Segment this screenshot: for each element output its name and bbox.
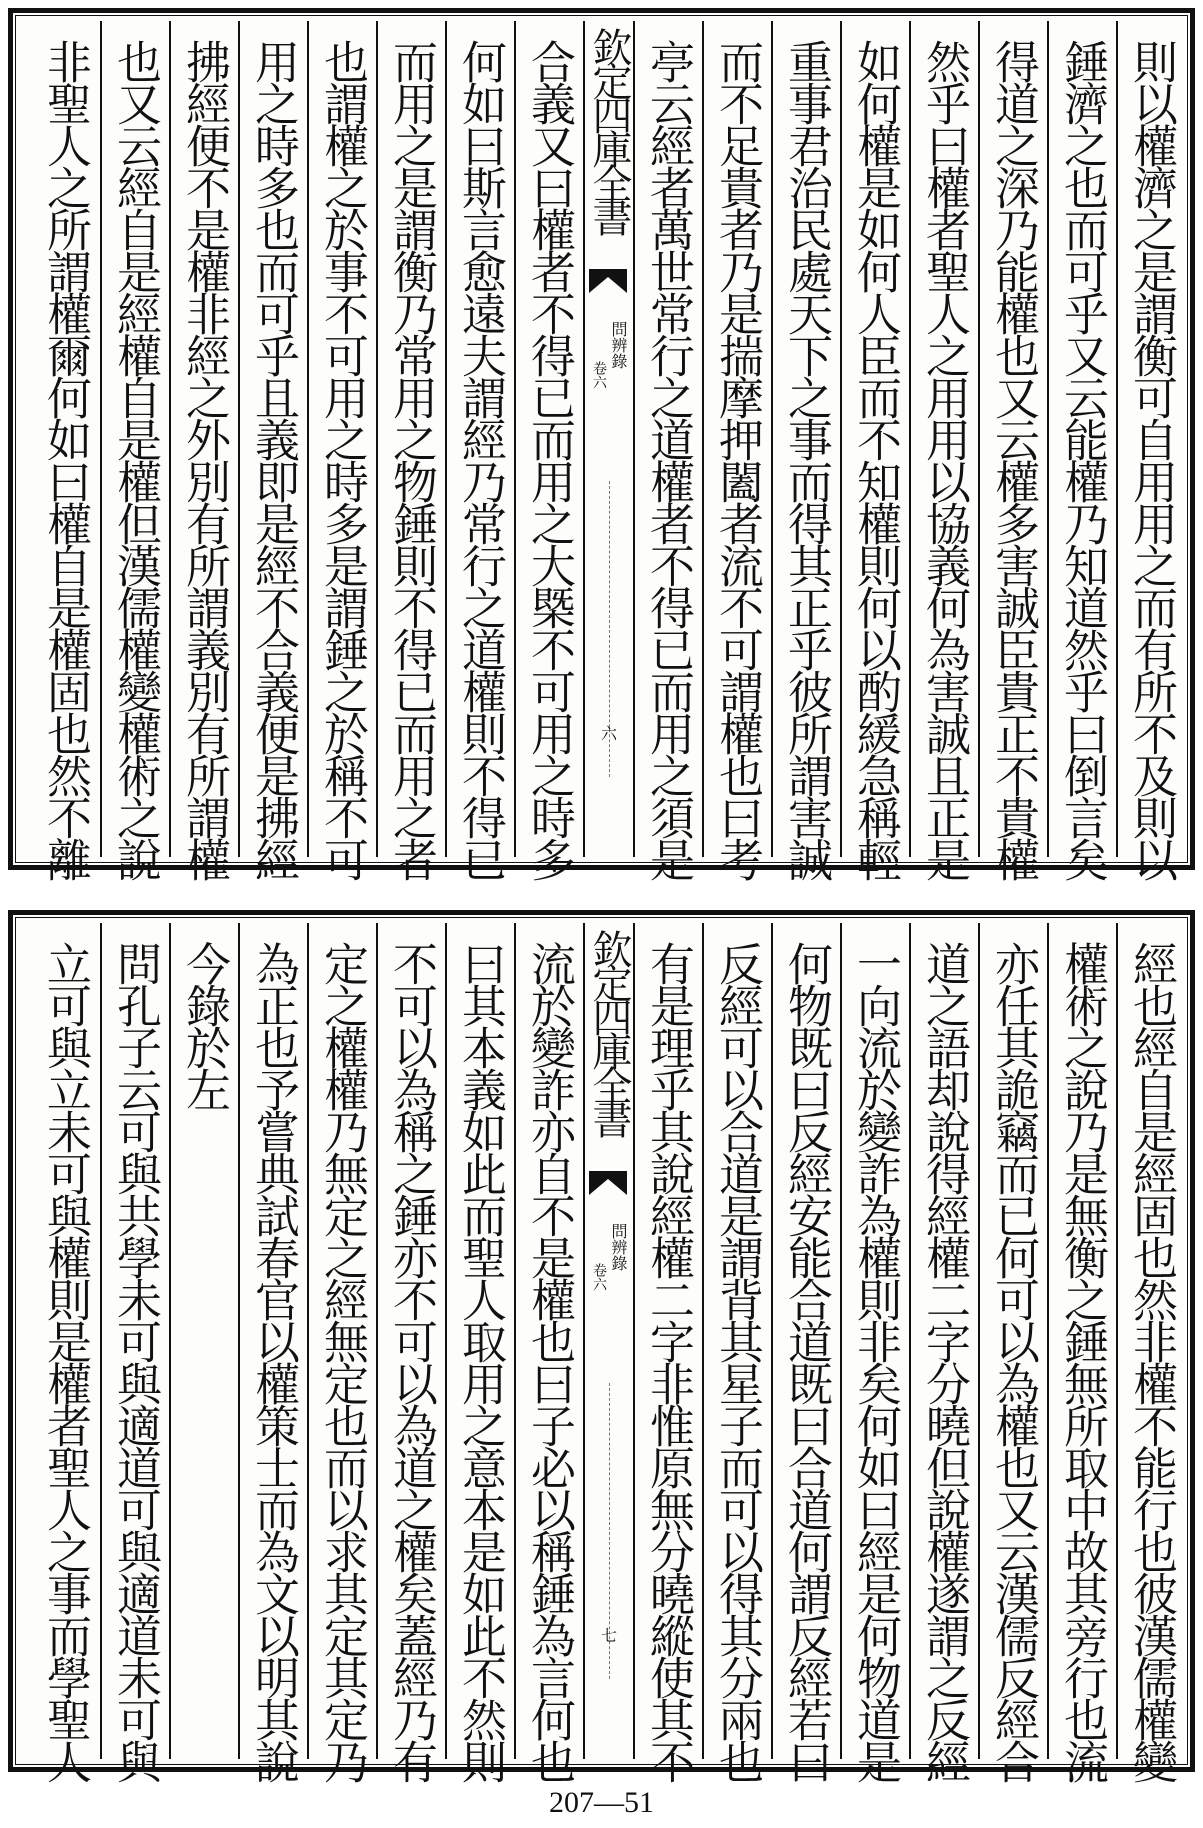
text-column bbox=[376, 923, 445, 1781]
text-column bbox=[445, 21, 514, 879]
column-text: 不可以為稱之錘亦不可以為道之權矣蓋經乃有 bbox=[385, 941, 438, 1781]
column-text: 得道之深乃能權也又云權多害誠臣貴正不貴權 bbox=[987, 39, 1040, 879]
column-text: 錘濟之也而可乎又云能權乃知道然乎曰倒言矣 bbox=[1056, 39, 1109, 879]
text-column bbox=[771, 923, 840, 1781]
center-sub bbox=[589, 321, 629, 441]
bottom-half-page bbox=[8, 910, 1195, 1781]
text-column bbox=[909, 923, 978, 1781]
center-strip bbox=[583, 21, 633, 857]
column-text: 用之時多也而可乎且義即是經不合義便是拂經 bbox=[247, 39, 300, 879]
text-column bbox=[978, 21, 1047, 879]
text-column bbox=[169, 923, 238, 1759]
text-column bbox=[307, 21, 376, 879]
column-text: 反經可以合道是謂背其星子而可以得其分兩也 bbox=[711, 941, 764, 1781]
column-text: 流於變詐亦自不是權也曰子必以稱錘為言何也 bbox=[523, 941, 576, 1781]
text-column bbox=[238, 923, 307, 1781]
column-text: 重事君治民處天下之事而得其正乎彼所謂害誠 bbox=[780, 39, 833, 879]
text-column bbox=[1116, 923, 1185, 1781]
text-column bbox=[1047, 21, 1116, 879]
folio-number: 207—51 bbox=[549, 1786, 654, 1819]
volume-number: 卷六 bbox=[591, 361, 607, 389]
text-column bbox=[1047, 923, 1116, 1781]
text-column bbox=[702, 21, 771, 879]
column-text: 則以權濟之是謂衡可自用用之而有所不及則以 bbox=[1125, 39, 1178, 879]
column-text: 也謂權之於事不可用之時多是謂錘之於稱不可 bbox=[316, 39, 369, 879]
column-text: 問孔子云可與共學未可與適道可與適道未可與 bbox=[109, 941, 162, 1781]
column-text: 何物既曰反經安能合道既曰合道何謂反經若曰 bbox=[780, 941, 833, 1781]
column-text: 也又云經自是經權自是權但漢儒權變權術之說 bbox=[109, 39, 162, 879]
text-column bbox=[445, 923, 514, 1781]
column-text: 而用之是謂衡乃常用之物錘則不得已而用之者 bbox=[385, 39, 438, 879]
fishtail-mark-icon bbox=[589, 269, 627, 293]
column-text: 權術之說乃是無衡之錘無所取中故其旁行也流 bbox=[1056, 941, 1109, 1781]
column-text: 立可與立未可與權則是權者聖人之事而學聖人 bbox=[39, 941, 92, 1781]
column-text: 一向流於變詐為權則非矣何如曰經是何物道是 bbox=[849, 941, 902, 1781]
text-column bbox=[100, 21, 169, 879]
text-column bbox=[514, 923, 583, 1781]
text-column bbox=[702, 923, 771, 1781]
column-text: 拂經便不是權非經之外別有所謂義別有所謂權 bbox=[178, 39, 231, 879]
column-text: 而不足貴者乃是揣摩押闔者流不可謂權也曰考 bbox=[711, 39, 764, 879]
text-column bbox=[238, 21, 307, 879]
column-text: 有是理乎其說經權二字非惟原無分曉縱使其不 bbox=[642, 941, 695, 1781]
fishtail-mark-icon bbox=[589, 1171, 627, 1195]
text-column bbox=[633, 923, 702, 1781]
text-column bbox=[1116, 21, 1185, 879]
center-strip bbox=[583, 923, 633, 1759]
leaf-number: 六 bbox=[600, 724, 618, 743]
column-text: 曰其本義如此而聖人取用之意本是如此不然則 bbox=[454, 941, 507, 1781]
text-column bbox=[771, 21, 840, 879]
column-text: 然乎曰權者聖人之用用以協義何為害誠且正是 bbox=[918, 39, 971, 879]
center-sub bbox=[589, 1223, 629, 1343]
book-name: 問辨錄 bbox=[609, 1223, 628, 1271]
text-column bbox=[840, 923, 909, 1781]
column-text: 道之語却說得經權二字分曉但說權遂謂之反經 bbox=[918, 941, 971, 1781]
text-column bbox=[840, 21, 909, 879]
text-column bbox=[978, 923, 1047, 1781]
text-column bbox=[307, 923, 376, 1781]
column-text: 定之權權乃無定之經無定也而以求其定其定乃 bbox=[316, 941, 369, 1781]
top-half-page bbox=[8, 8, 1195, 879]
column-text: 非聖人之所謂權爾何如曰權自是權固也然不離 bbox=[39, 39, 92, 879]
text-column bbox=[633, 21, 702, 879]
column-text: 何如曰斯言愈遠夫謂經乃常行之道權則不得已 bbox=[454, 39, 507, 879]
book-name: 問辨錄 bbox=[609, 321, 628, 369]
collection-title: 欽定四庫全書 bbox=[586, 27, 632, 231]
text-column bbox=[100, 923, 169, 1781]
column-text: 今錄於左 bbox=[178, 941, 231, 1109]
text-column bbox=[376, 21, 445, 879]
volume-number: 卷六 bbox=[591, 1263, 607, 1291]
text-column bbox=[909, 21, 978, 879]
column-text: 合義又曰權者不得已而用之大槩不可用之時多 bbox=[523, 39, 576, 879]
text-column bbox=[31, 923, 100, 1781]
text-column bbox=[514, 21, 583, 879]
collection-title: 欽定四庫全書 bbox=[586, 929, 632, 1133]
column-text: 亭云經者萬世常行之道權者不得已而用之須是 bbox=[642, 39, 695, 879]
column-text: 為正也予嘗典試春官以權策士而為文以明其說 bbox=[247, 941, 300, 1781]
column-text: 亦任其詭竊而已何可以為權也又云漢儒反經合 bbox=[987, 941, 1040, 1781]
text-column bbox=[31, 21, 100, 879]
column-grid bbox=[21, 21, 1182, 879]
leaf-number: 七 bbox=[600, 1626, 618, 1645]
column-grid bbox=[21, 923, 1182, 1781]
column-text: 經也經自是經固也然非權不能行也彼漢儒權變 bbox=[1125, 941, 1178, 1781]
column-text: 如何權是如何人臣而不知權則何以酌緩急稱輕 bbox=[849, 39, 902, 879]
text-column bbox=[169, 21, 238, 879]
